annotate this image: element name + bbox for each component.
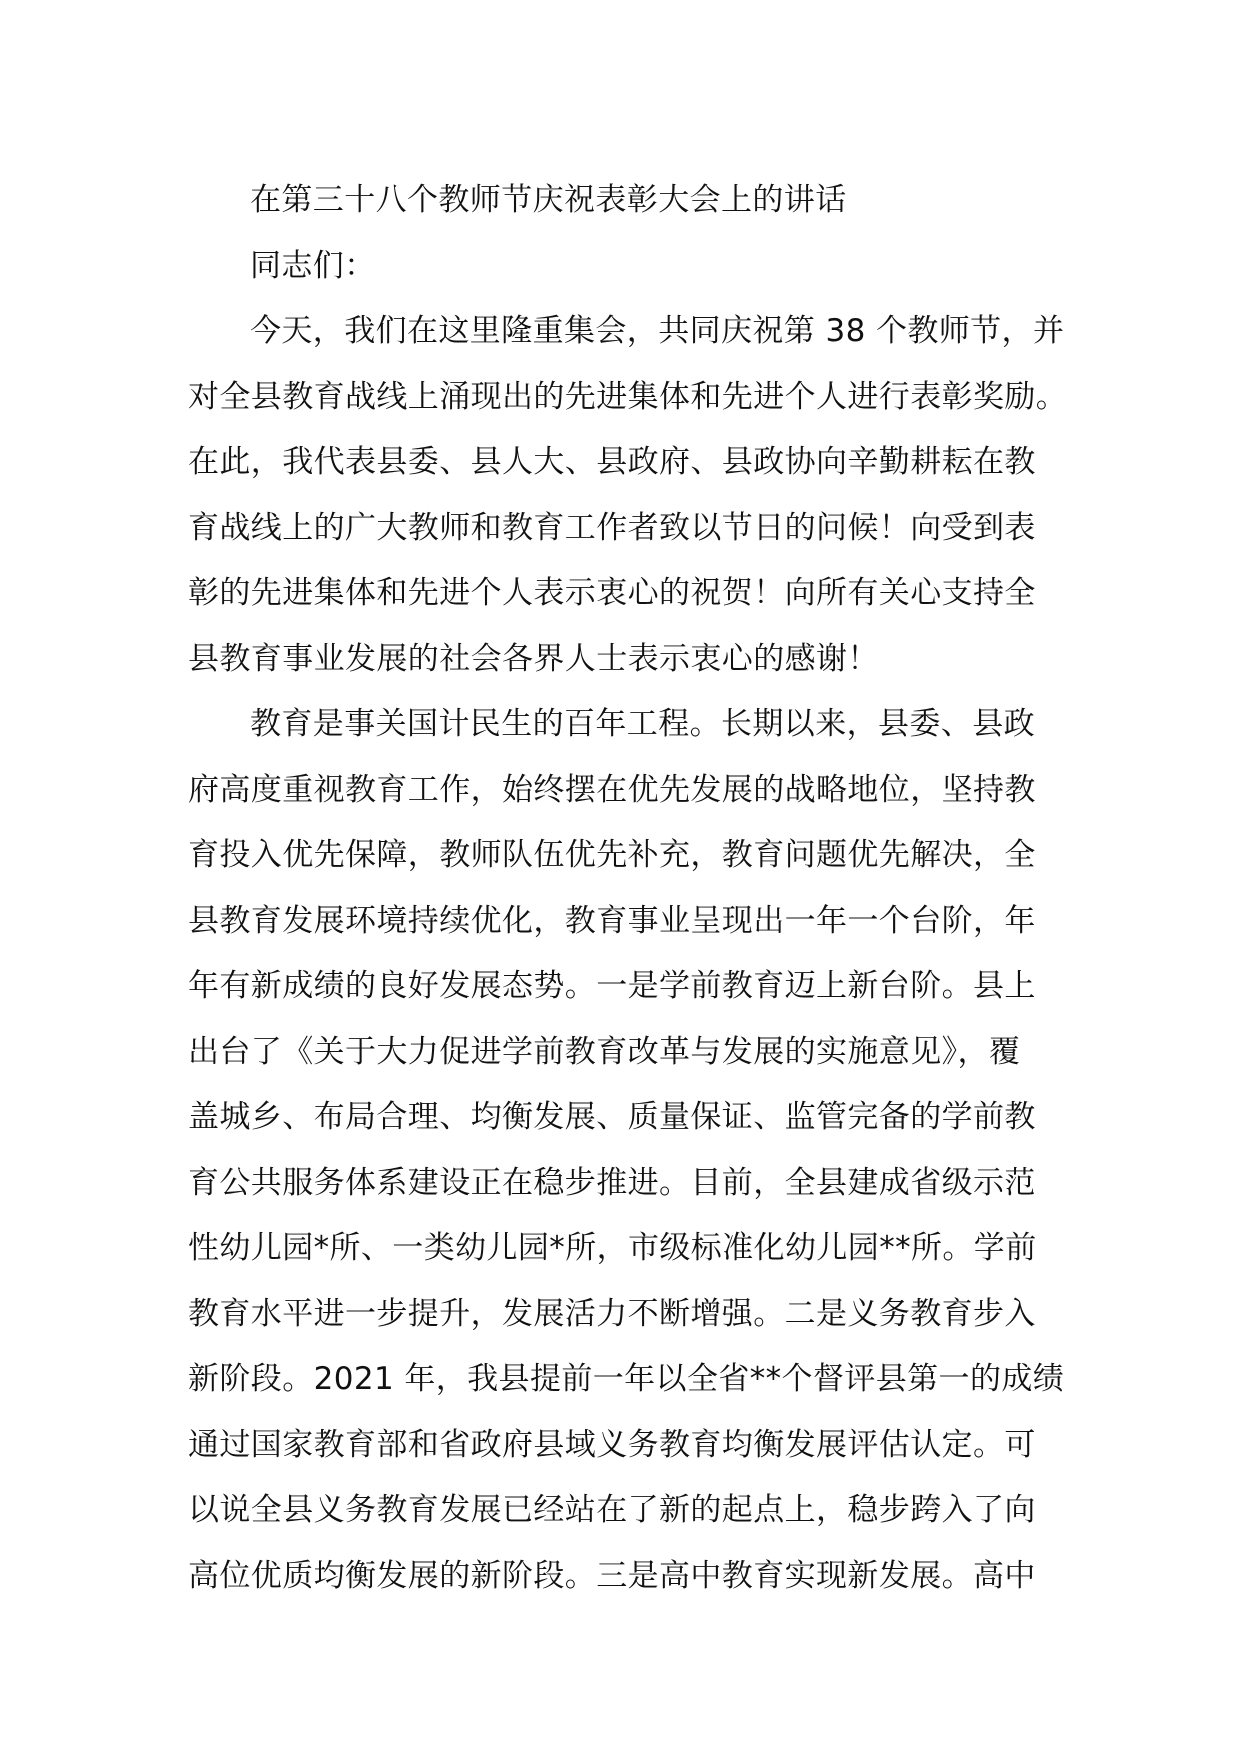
paragraph-line: 性幼儿园*所、一类幼儿园*所，市级标准化幼儿园**所。学前 [188,1230,1037,1266]
paragraph-line: 以说全县义务教育发展已经站在了新的起点上，稳步跨入了向 [188,1492,1036,1528]
paragraph-line: 彰的先进集体和先进个人表示衷心的祝贺！向所有关心支持全 [188,575,1036,611]
paragraph-line: 育投入优先保障，教师队伍优先补充，教育问题优先解决，全 [188,837,1036,873]
paragraph-line: 县教育事业发展的社会各界人士表示衷心的感谢！ [188,640,879,677]
paragraph-line: 通过国家教育部和省政府县域义务教育均衡发展评估认定。可 [188,1426,1036,1463]
paragraph-line: 对全县教育战线上涌现出的先进集体和先进个人进行表彰奖励。 [188,378,1068,415]
paragraph-line: 新阶段。2021 年，我县提前一年以全省**个督评县第一的成绩 [188,1361,1065,1397]
paragraph-line: 今天，我们在这里隆重集会，共同庆祝第 38 个教师节，并 [250,313,1065,349]
salutation: 同志们： [250,247,376,284]
paragraph-line: 教育水平进一步提升，发展活力不断增强。二是义务教育步入 [188,1295,1036,1332]
paragraph-1 [188,299,1068,692]
paragraph-line: 育公共服务体系建设正在稳步推进。目前，全县建成省级示范 [188,1164,1036,1201]
paragraph-line: 盖城乡、布局合理、均衡发展、质量保证、监管完备的学前教 [188,1099,1036,1135]
document-title: 在第三十八个教师节庆祝表彰大会上的讲话 [250,182,847,218]
paragraph-line: 在此，我代表县委、县人大、县政府、县政协向辛勤耕耘在教 [188,444,1036,480]
paragraph-line: 高位优质均衡发展的新阶段。三是高中教育实现新发展。高中 [188,1557,1036,1594]
paragraph-line: 育战线上的广大教师和教育工作者致以节日的问候！向受到表 [188,509,1036,546]
document-page [188,168,1068,1609]
paragraph-line: 府高度重视教育工作，始终摆在优先发展的战略地位，坚持教 [188,771,1036,808]
paragraph-line: 县教育发展环境持续优化，教育事业呈现出一年一个台阶，年 [188,902,1036,939]
paragraph-line: 教育是事关国计民生的百年工程。长期以来，县委、县政 [250,706,1035,742]
paragraph-2 [188,692,1065,1609]
paragraph-line: 出台了《关于大力促进学前教育改革与发展的实施意见》，覆 [188,1033,1021,1070]
paragraph-line: 年有新成绩的良好发展态势。一是学前教育迈上新台阶。县上 [188,968,1036,1004]
